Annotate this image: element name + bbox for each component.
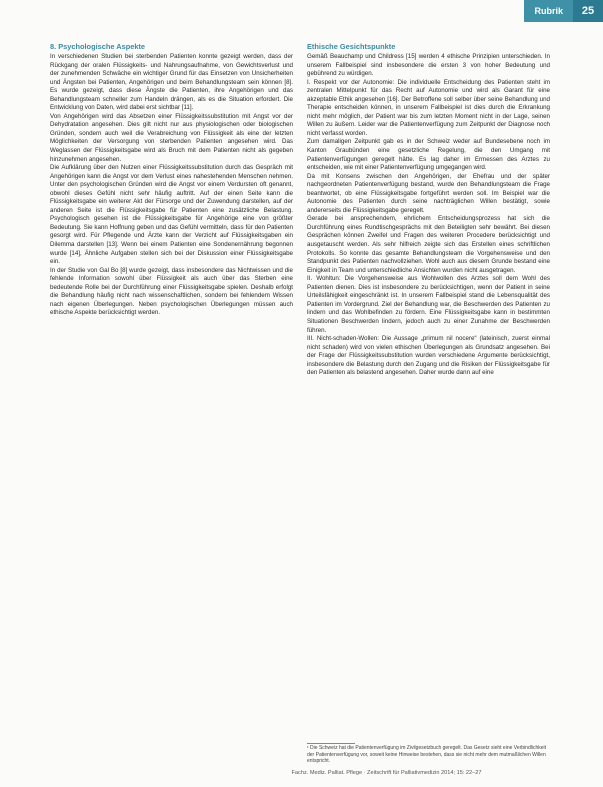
right-paragraph-6: II. Wohltun: Die Vorgehensweise aus Wohlwollen des Arztes soll dem Wohl des Patienten dienen. Dies ist insbesondere zu berücksichtigen, wenn der Patient in seine Urteilsfähigkeit eingeschränkt ist. In unserem Fallbeispiel stand die Lebensqualität des Patienten im Vordergrund. Ziel der Behandlung war, die Beschwerden des Patienten zu lindern und das Wohlbefinden zu fördern. Eine Flüssigkeitsgabe kann in bestimmten Situationen Beschwerden lindern, jedoch auch zu einer Zunahme der Beschwerden führen. [307, 275, 550, 334]
page-header [443, 0, 603, 22]
left-paragraph-3: Die Aufklärung über den Nutzen einer Flüssigkeitssubstitution durch das Gespräch mit Angehörigen kann die Angst vor dem Verlust eines nahestehenden Menschen nehmen. Unter den psychologischen Gründen wird die Angst vor einem Verdursten oft genannt, obwohl dieses Gefühl nicht sehr häufig auftritt. Auf der einen Seite kann die Flüssigkeitsgabe ein weiterer Akt der Fürsorge und der Zuwendung darstellen, auf der anderen Seite ist die Flüssigkeitsgabe für Patienten eine zusätzliche Belastung. Psychologisch gesehen ist die Flüssigkeitsgabe für Angehörige eine von größter Bedeutung. Sie kann Hoffnung geben und das Gefühl vermitteln, dass für den Patienten gesorgt wird. Für Pflegende und Ärzte kann der Verzicht auf Flüssigkeitsgaben ein Dilemma darstellen [13]. Wenn bei einem Patienten eine Sondenernährung begonnen wurde [14], Ähnliche Aufgaben stellen sich bei der Diskussion einer Flüssigkeitsgabe ein. [50, 164, 293, 266]
right-paragraph-3: Zum damaligen Zeitpunkt gab es in der Schweiz weder auf Bundesebene noch im Kanton Graubünden eine gesetzliche Regelung, die den Umgang mit Patientenverfügungen geregelt hätte. Es lag daher im Ermessen des Arztes zu entscheiden, wie mit einer Patientenverfügung umgegangen wird. [307, 138, 550, 172]
footnote: ¹ Die Schweiz hat die Patientenverfügung im Zivilgesetzbuch geregelt. Das Gesetz sieht eine Verbindlichkeit der Patientenverfügung vor, soweit keine Hinweise bestehen, dass sie nicht mehr dem mutmaßlichen Willen entspricht. [307, 745, 547, 764]
page-footer [0, 770, 603, 776]
page-number: 25 [573, 0, 603, 22]
right-paragraph-1: Gemäß Beauchamp und Childress [15] werden 4 ethische Prinzipien unterschieden. In unserem Fallbeispiel sind insbesondere die ersten 3 von hoher Bedeutung und gebührend zu würdigen. [307, 53, 550, 78]
section-label: Rubrik [524, 0, 573, 22]
left-paragraph-1: In verschiedenen Studien bei sterbenden Patienten konnte gezeigt werden, dass der Rückgang der oralen Flüssigkeits- und Nahrungsaufnahme, von Gewichtsverlust und der zunehmenden Schwäche ein wichtiger Grund für das Einsetzen von Unsicherheiten und Ängsten bei Patienten, Angehörigen und beim Behandlungsteam sein können [8]. Es wurde gezeigt, dass diese Ängste die Patienten, ihre Angehörigen und das Behandlungsteam schneller zum Handeln drängen, als es die Situation erfordert. Die Entwicklung von Daten, wird dabei erst sichtbar [11]. [50, 53, 293, 112]
footnote-divider [307, 743, 355, 744]
left-paragraph-2: Von Angehörigen wird das Absetzen einer Flüssigkeitssubstitution mit Angst vor der Dehydratation angesehen. Dies gilt nicht nur aus physiologischen oder biologischen Gründen, sondern auch weil die Verabreichung von Flüssigkeit als eine der letzten Möglichkeiten der Versorgung von sterbenden Patienten angesehen wird. Das Weglassen der Flüssigkeitsgabe wird als Bruch mit dem Patienten nicht als gegeben hinzunehmen angesehen. [50, 112, 293, 163]
right-paragraph-4: Da mit Konsens zwischen den Angehörigen, der Ehefrau und der später nachgeordneten Patientenverfügung bestand, wurde den Behandlungsteam die Frage beantwortet, ob eine Flüssigkeitsgabe fortgeführt werden soll. Im Beispiel war die Autonomie des Patienten durch seine nachträglichen Willen bestätigt, sowie andererseits die Flüssigkeitsgabe geregelt. [307, 172, 550, 214]
left-column [50, 42, 293, 318]
right-heading: Ethische Gesichtspunkte [307, 42, 396, 51]
right-column [307, 42, 550, 378]
left-heading: 8. Psychologische Aspekte [50, 42, 146, 51]
right-paragraph-5: Gerade bei ansprechendem, ehrlichem Entscheidungsprozess hat sich die Durchführung eines Rundtischgesprächs mit den Beteiligten sehr bewährt. Bei diesen Gesprächen können Zweifel und Fragen des weiteren Procedere berücksichtigt und ausgetauscht werden. Als sehr hilfreich zeigte sich das Erstellen eines schriftlichen Protokolls. So konnte das gesamte Behandlungsteam die Vorgehensweise und den Standpunkt des Patienten nachvollziehen. Wohl auch aus diesem Grunde bestand eine Einigkeit in Team und unterschiedliche Ansichten wurden nicht ausgetragen. [307, 215, 550, 274]
right-paragraph-2: I. Respekt vor der Autonomie: Die individuelle Entscheidung des Patienten steht im zentralen Mittelpunkt für das Recht auf Autonomie und wird als Garant für eine akzeptable Ethik angesehen [16]. Der Betroffene soll selber über seine Behandlung und Therapie entscheiden können, in unserem Fallbeispiel ist dies durch die Erkrankung nicht mehr möglich, der Patient war bis zum letzten Moment nicht in der Lage, seinen Willen zu äußern. Leider war die Patientenverfügung zum Zeitpunkt der Diagnose noch nicht verfasst worden. [307, 78, 550, 137]
left-paragraph-4: In der Studie von Gal Bo [8] wurde gezeigt, dass insbesondere das Nichtwissen und die fehlende Information sowohl über Flüssigkeit als auch über das Sterben eine bedeutende Rolle bei der Durchführung einer Flüssigkeitsgabe spielen. Deshalb erfolgt die Behandlung häufig nicht nach wissenschaftlichen, sondern bei fehlendem Wissen nach eigenen Überlegungen. Neben psychologischen Überlegungen müssen auch ethische Aspekte berücksichtigt werden. [50, 266, 293, 317]
right-paragraph-7: III. Nicht-schaden-Wollen: Die Aussage „primum nil nocere“ (lateinisch, zuerst einmal nicht schaden) wird von vielen ethischen Überlegungen als Grundsatz angesehen. Bei der Frage der Flüssigkeitssubstitution wurden verschiedene Argumente berücksichtigt, insbesondere die Belastung durch den Zugang und die Risiken der Flüssigkeitsgabe für den Patienten als belastend angesehen. Daher wurde dann auf eine [307, 335, 550, 377]
citation-line: Fachz. Mediz. Palliat. Pflege · Zeitschrift für Palliativmedizin 2014; 15: 22–27 [291, 770, 482, 776]
